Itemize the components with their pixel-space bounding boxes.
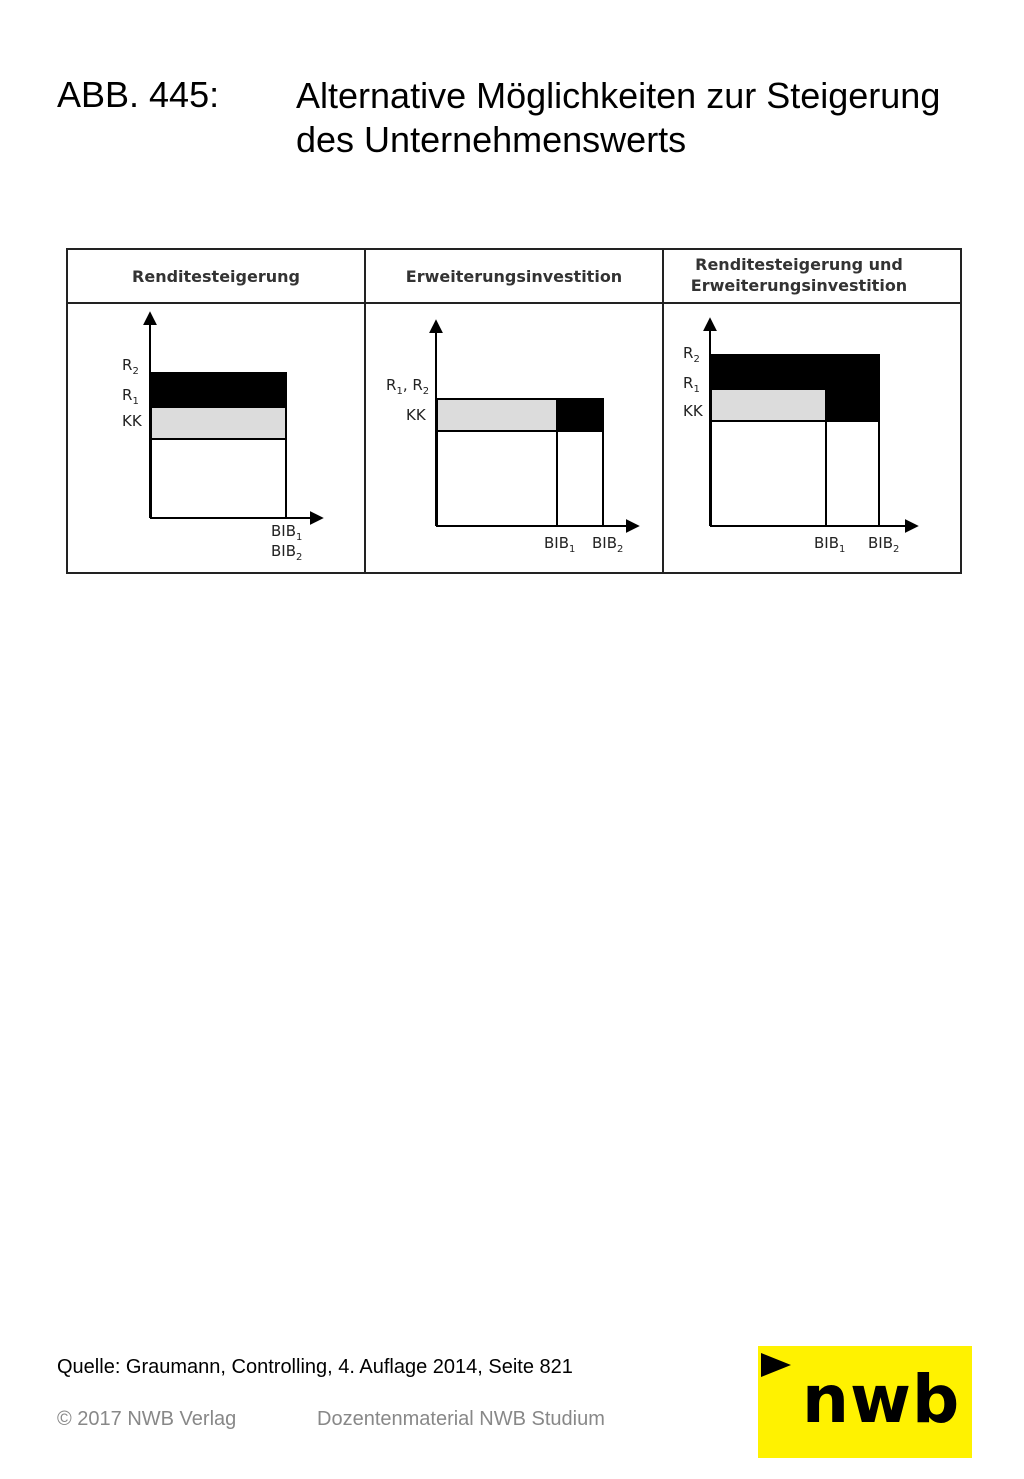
diagram-svg (66, 248, 962, 576)
figure-label: ABB. 445: (57, 74, 220, 115)
panel-3-base-rect-2 (826, 421, 879, 526)
play-arrow-icon (761, 1353, 791, 1377)
source-citation: Quelle: Graumann, Controlling, 4. Auflage 2014, Seite 821 (57, 1356, 573, 1378)
panel-1-capital-cost-band (151, 407, 286, 439)
figure-title-line-2: des Unternehmenswerts (296, 119, 687, 160)
panel-1-header: Renditesteigerung (132, 267, 300, 286)
panel-3-label-kk: KK (683, 402, 703, 420)
panel-3-label-r2 (683, 344, 700, 365)
panel-2-label-kk: KK (406, 406, 426, 424)
panel-2-chart (386, 322, 637, 555)
panel-1-label-kk: KK (122, 412, 142, 430)
panel-2-capital-cost-band (437, 399, 557, 431)
sub-2: 2 (422, 386, 430, 397)
panel-1-label-r2 (122, 356, 139, 377)
sub-2: 2 (693, 354, 700, 365)
sub-1: 1 (693, 384, 700, 395)
sub-2: 2 (617, 544, 624, 555)
sub-1: 1 (396, 386, 403, 397)
panel-2-base-rect-1 (437, 431, 557, 526)
r-letter: R (386, 376, 397, 394)
sub-1: 1 (839, 544, 846, 555)
r-letter: R (683, 374, 694, 392)
bib-letters: BIB (271, 542, 297, 560)
panel-3-capital-cost-band (711, 389, 826, 421)
panel-1-label-bib1 (271, 522, 302, 543)
panel-3-base-rect-1 (711, 421, 826, 526)
sub-1: 1 (569, 544, 576, 555)
bib-letters: BIB (544, 534, 570, 552)
sub-1: 1 (296, 532, 303, 543)
bib-letters: BIB (868, 534, 894, 552)
panel-2-label-bib1 (544, 534, 575, 555)
logo-text: nwb (802, 1361, 961, 1438)
sub-1: 1 (132, 396, 139, 407)
sub-2: 2 (296, 552, 303, 563)
panel-3-label-bib1 (814, 534, 845, 555)
nwb-logo (758, 1346, 972, 1458)
panel-3-header-line-1: Renditesteigerung und (695, 255, 903, 274)
r-letter: R (122, 356, 133, 374)
bib-letters: BIB (271, 522, 297, 540)
panel-2-label-r1r2 (386, 376, 429, 397)
panel-1-label-bib2 (271, 542, 302, 563)
figure-title (296, 74, 996, 162)
r-letter: R (683, 344, 694, 362)
sub-2: 2 (132, 366, 139, 377)
panel-3-label-r1 (683, 374, 700, 395)
panel-1-chart (122, 314, 321, 563)
footer-copyright: © 2017 NWB Verlag (57, 1408, 237, 1430)
panel-2-gain-band (557, 399, 603, 431)
diagram-figure (66, 248, 962, 576)
sub-2: 2 (893, 544, 900, 555)
comma-r: , R (402, 376, 423, 394)
bib-letters: BIB (814, 534, 840, 552)
panel-1-label-r1 (122, 386, 139, 407)
panel-3-header-line-2: Erweiterungsinvestition (690, 276, 908, 295)
panel-3-chart (683, 320, 916, 555)
panel-2-label-bib2 (592, 534, 623, 555)
panel-2-base-rect-2 (557, 431, 603, 526)
figure-title-line-1: Alternative Möglichkeiten zur Steigerung (296, 75, 941, 116)
panel-1-base-rect (151, 439, 286, 518)
panel-1-gain-band (151, 373, 286, 407)
panel-3-label-bib2 (868, 534, 899, 555)
panel-2-header: Erweiterungsinvestition (405, 267, 623, 286)
bib-letters: BIB (592, 534, 618, 552)
footer-material: Dozentenmaterial NWB Studium (317, 1408, 605, 1430)
r-letter: R (122, 386, 133, 404)
